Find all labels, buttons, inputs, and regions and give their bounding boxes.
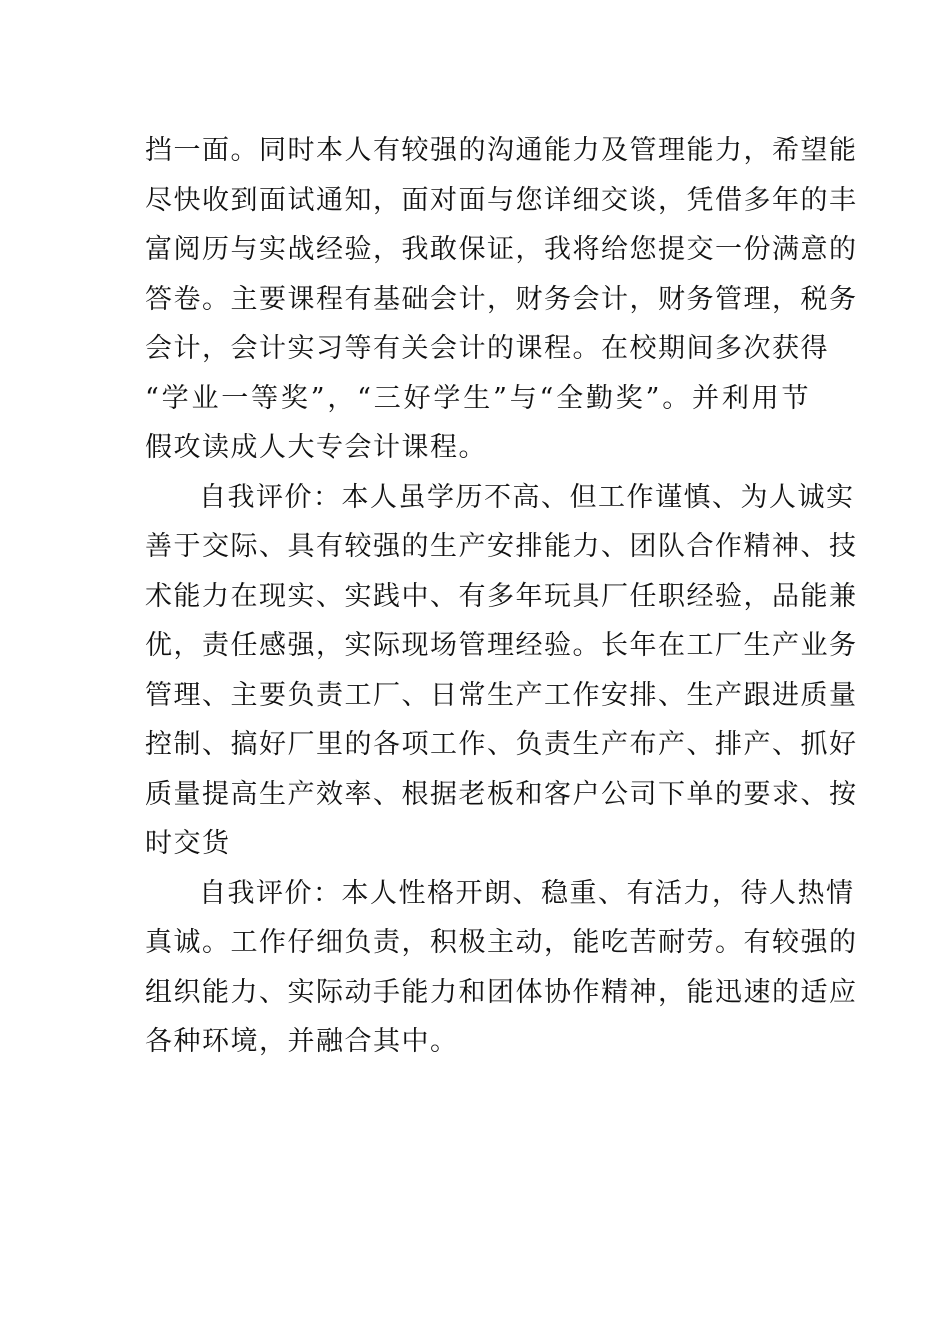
paragraph-self-evaluation-1: [145, 473, 858, 869]
text-line: 假攻读成人大专会计课程。: [145, 432, 487, 463]
paragraph-self-evaluation-2: [145, 869, 858, 1067]
text-line: “学业一等奖”，“三好学生”与“全勤奖”。并利用节: [145, 382, 810, 414]
text-line: 会计，会计实习等有关会计的课程。在校期间多次获得: [145, 333, 829, 364]
text-line: 术能力在现实、实践中、有多年玩具厂任职经验，品能兼: [145, 580, 858, 612]
text-line: 真诚。工作仔细负责，积极主动，能吃苦耐劳。有较强的: [145, 927, 858, 958]
text-line: 挡一面。同时本人有较强的沟通能力及管理能力，希望能: [145, 135, 858, 166]
text-line: 自我评价：本人性格开朗、稳重、有活力，待人热情: [199, 877, 855, 909]
text-line: 质量提高生产效率、根据老板和客户公司下单的要求、按: [145, 778, 858, 810]
text-line: 组织能力、实际动手能力和团体协作精神，能迅速的适应: [145, 976, 858, 1008]
text-line: 答卷。主要课程有基础会计，财务会计，财务管理，税务: [145, 283, 858, 315]
text-line: 控制、搞好厂里的各项工作、负责生产布产、排产、抓好: [145, 729, 858, 760]
paragraph-education: [145, 126, 858, 473]
text-line: 尽快收到面试通知，面对面与您详细交谈，凭借多年的丰: [145, 184, 858, 216]
text-line: 各种环境，并融合其中。: [145, 1026, 459, 1057]
text-line: 时交货: [145, 828, 231, 859]
text-line: 善于交际、具有较强的生产安排能力、团队合作精神、技: [145, 531, 858, 562]
text-line: 优，责任感强，实际现场管理经验。长年在工厂生产业务: [145, 630, 858, 661]
document-body: [145, 126, 858, 1067]
text-line: 自我评价：本人虽学历不高、但工作谨慎、为人诚实: [199, 481, 855, 513]
text-line: 富阅历与实战经验，我敢保证，我将给您提交一份满意的: [145, 234, 858, 265]
text-line: 管理、主要负责工厂、日常生产工作安排、生产跟进质量: [145, 679, 858, 711]
